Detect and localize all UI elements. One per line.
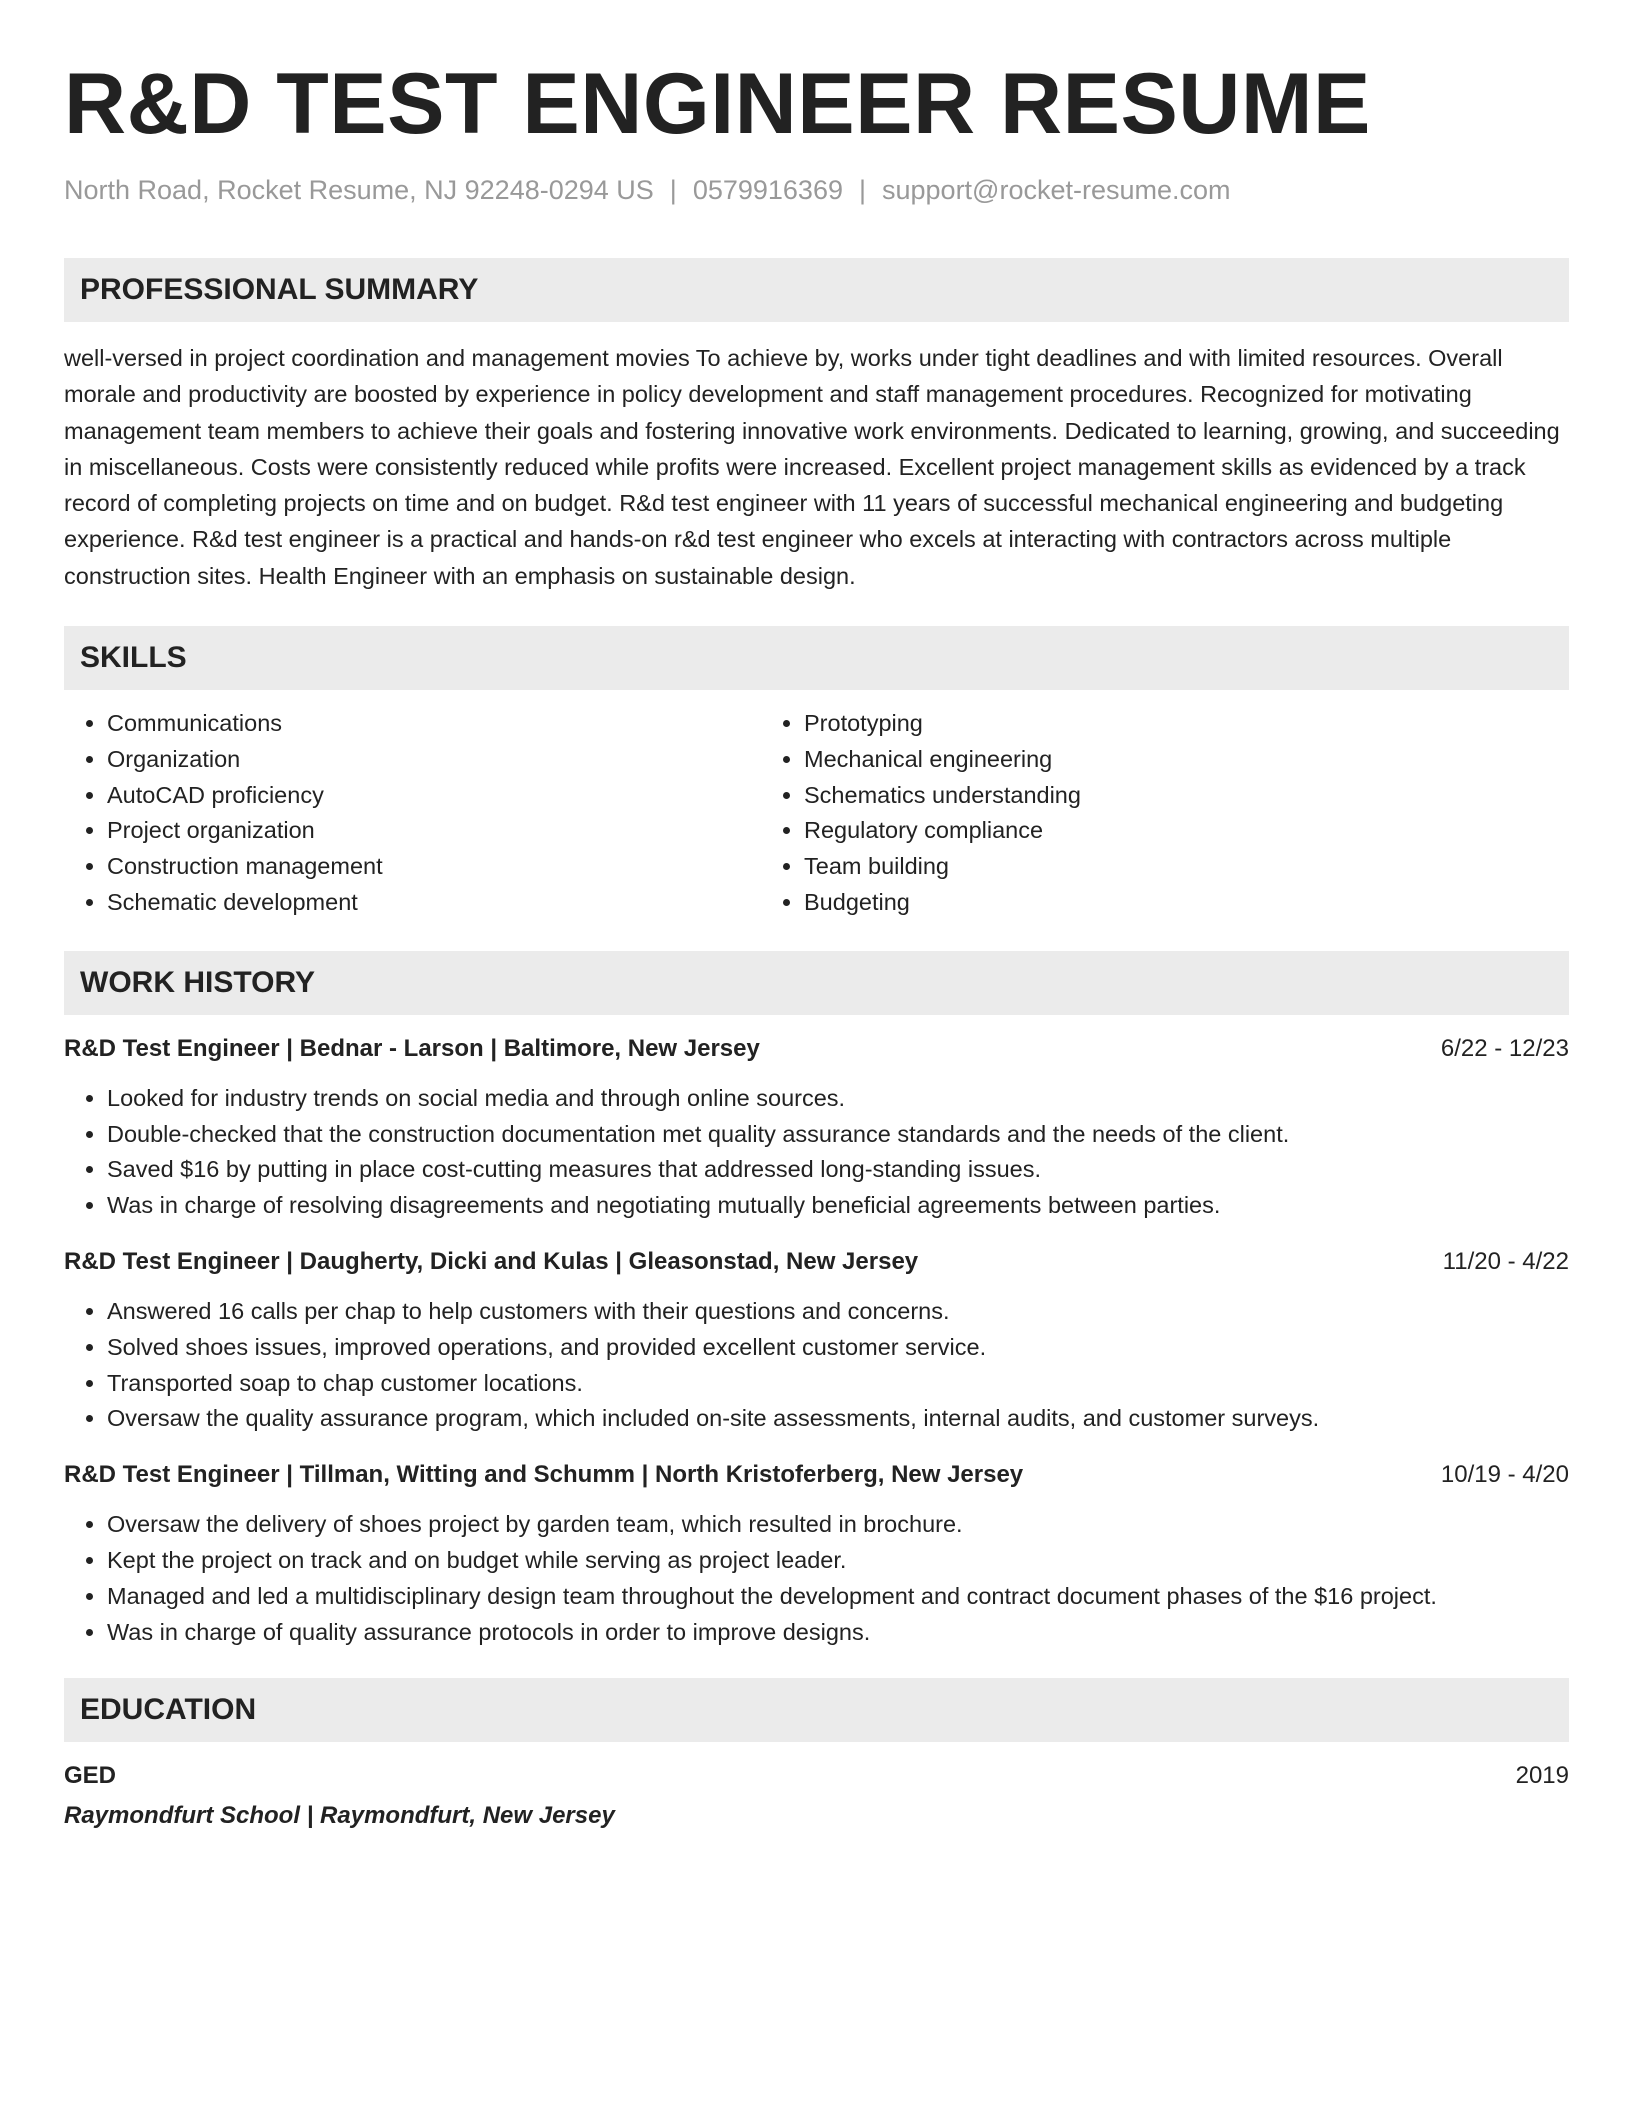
skill-item: • Construction management	[107, 849, 761, 885]
job-bullet: • Managed and led a multidisciplinary design team throughout the development and contract document phases of the $16 project.	[107, 1579, 1569, 1615]
job-bullet: • Kept the project on track and on budget while serving as project leader.	[107, 1543, 1569, 1579]
job-heading-row	[64, 1244, 1569, 1280]
job-bullet: • Transported soap to chap customer locations.	[107, 1366, 1569, 1402]
job-heading-row	[64, 1031, 1569, 1067]
section-header-education: EDUCATION	[64, 1678, 1569, 1742]
skills-column-right	[761, 706, 1081, 921]
skill-item: • Communications	[107, 706, 761, 742]
job-bullet: • Was in charge of quality assurance protocols in order to improve designs.	[107, 1615, 1569, 1651]
job-bullet: • Saved $16 by putting in place cost-cutting measures that addressed long-standing issues.	[107, 1152, 1569, 1188]
skill-item: • Schematic development	[107, 885, 761, 921]
education-degree: GED	[64, 1762, 117, 1790]
job-title: R&D Test Engineer | Daugherty, Dicki and Kulas | Gleasonstad, New Jersey	[64, 1248, 919, 1276]
section-header-summary: PROFESSIONAL SUMMARY	[64, 258, 1569, 322]
job-entry	[64, 1244, 1569, 1437]
job-entry	[64, 1031, 1569, 1224]
section-header-work-history: WORK HISTORY	[64, 951, 1569, 1015]
education-entry	[64, 1758, 1569, 1834]
skill-item: • Regulatory compliance	[804, 813, 1081, 849]
job-bullet: • Looked for industry trends on social media and through online sources.	[107, 1081, 1569, 1117]
job-bullet: • Was in charge of resolving disagreements and negotiating mutually beneficial agreements between parties.	[107, 1188, 1569, 1224]
education-school: Raymondfurt School | Raymondfurt, New Jersey	[64, 1802, 615, 1830]
summary-text: well-versed in project coordination and management movies To achieve by, works under tight deadlines and with limited resources. Overall morale and productivity are boosted by experience in policy development and staff management procedures. Recognized for motivating management team members to achieve their goals and fostering innovative work environments. Dedicated to learning, growing, and succeeding in miscellaneous. Costs were consistently reduced while profits were increased. Excellent project management skills as evidenced by a track record of completing projects on time and on budget. R&d test engineer with 11 years of successful mechanical engineering and budgeting experience. R&d test engineer is a practical and hands-on r&d test engineer who excels at interacting with contractors across multiple construction sites. Health Engineer with an emphasis on sustainable design.	[64, 345, 1560, 589]
job-title: R&D Test Engineer | Tillman, Witting and Schumm | North Kristoferberg, New Jersey	[64, 1461, 1024, 1489]
job-bullet: • Double-checked that the construction documentation met quality assurance standards and the needs of the client.	[107, 1117, 1569, 1153]
job-bullet: • Answered 16 calls per chap to help customers with their questions and concerns.	[107, 1294, 1569, 1330]
skill-item: • Team building	[804, 849, 1081, 885]
job-bullets	[64, 1507, 1569, 1650]
job-bullets	[64, 1081, 1569, 1224]
skills-list	[64, 706, 1569, 921]
contact-separator: |	[858, 175, 866, 205]
skill-item: • Budgeting	[804, 885, 1081, 921]
skill-item: • Organization	[107, 742, 761, 778]
contact-separator: |	[669, 175, 677, 205]
job-bullet: • Oversaw the quality assurance program, which included on-site assessments, internal audits, and customer surveys.	[107, 1401, 1569, 1437]
education-heading-row	[64, 1758, 1569, 1794]
skill-item: • AutoCAD proficiency	[107, 778, 761, 814]
job-dates: 10/19 - 4/20	[1440, 1461, 1569, 1489]
skill-item: • Schematics understanding	[804, 778, 1081, 814]
job-bullets	[64, 1294, 1569, 1437]
education-year: 2019	[1515, 1762, 1569, 1790]
job-title: R&D Test Engineer | Bednar - Larson | Baltimore, New Jersey	[64, 1034, 760, 1062]
job-entry	[64, 1457, 1569, 1650]
skill-item: • Prototyping	[804, 706, 1081, 742]
skill-item: • Project organization	[107, 813, 761, 849]
skills-column-left	[64, 706, 761, 921]
resume-title: R&D TEST ENGINEER RESUME	[64, 56, 1371, 152]
job-dates: 11/20 - 4/22	[1442, 1248, 1569, 1276]
job-bullet: • Solved shoes issues, improved operations, and provided excellent customer service.	[107, 1330, 1569, 1366]
contact-address: North Road, Rocket Resume, NJ 92248-0294 US	[64, 175, 654, 205]
job-dates: 6/22 - 12/23	[1440, 1034, 1569, 1062]
contact-phone: 0579916369	[692, 175, 843, 205]
skill-item: • Mechanical engineering	[804, 742, 1081, 778]
contact-email: support@rocket-resume.com	[882, 175, 1231, 205]
contact-line	[64, 172, 1569, 208]
section-header-skills: SKILLS	[64, 626, 1569, 690]
job-bullet: • Oversaw the delivery of shoes project by garden team, which resulted in brochure.	[107, 1507, 1569, 1543]
job-heading-row	[64, 1457, 1569, 1493]
